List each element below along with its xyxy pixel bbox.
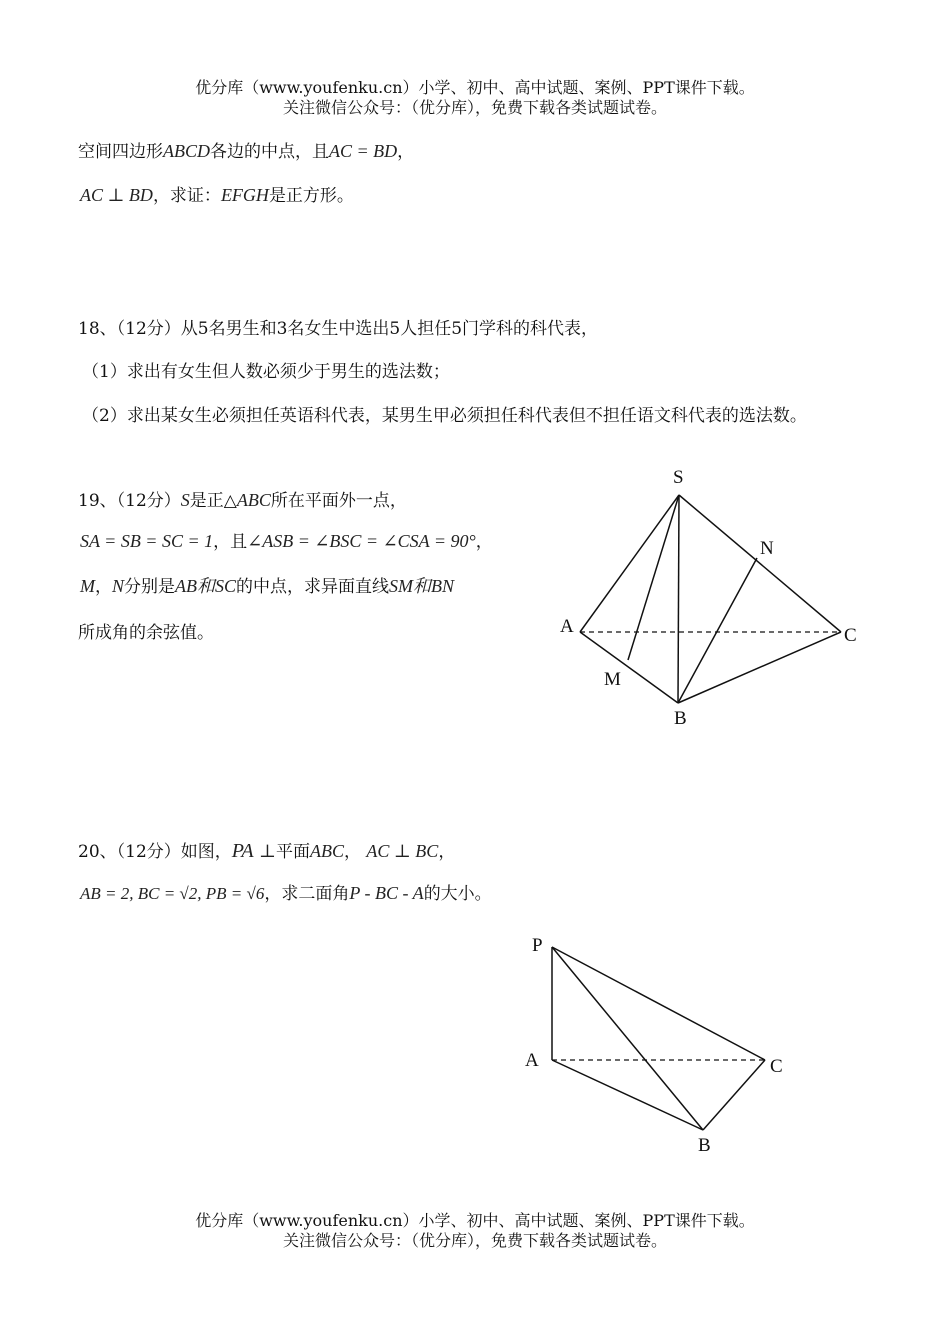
- label-S: S: [673, 467, 684, 488]
- q18-part-1: （1）求出有女生但人数必须少于男生的选法数；: [82, 362, 450, 382]
- edge-PB: [552, 947, 703, 1130]
- q17-line-1: 空间四边形ABCD各边的中点，且AC = BD，: [78, 141, 415, 162]
- q17-line-2: AC ⊥ BD，求证：EFGH是正方形。: [80, 185, 354, 206]
- label-B: B: [674, 708, 687, 729]
- label-C: C: [770, 1056, 783, 1077]
- q19-line-1: 19、（12分）S是正△ABC所在平面外一点，: [78, 490, 407, 511]
- edge-AB: [580, 632, 678, 703]
- edge-BC: [703, 1060, 765, 1130]
- label-B: B: [698, 1135, 711, 1156]
- edge-SC: [679, 495, 841, 632]
- label-C: C: [844, 625, 857, 646]
- edge-BC: [678, 632, 841, 703]
- header-line-1: 优分库（www.youfenku.cn）小学、初中、高中试题、案例、PPT课件下载。: [195, 78, 755, 97]
- edge-PC: [552, 947, 765, 1060]
- label-M: M: [604, 669, 621, 690]
- q19-line-3: M，N分别是AB和SC的中点，求异面直线SM和BN: [80, 576, 455, 597]
- footer-line-2: 关注微信公众号：（优分库），免费下载各类试题试卷。: [282, 1231, 667, 1250]
- segment-SM: [628, 495, 679, 660]
- q19-line-2: SA = SB = SC = 1，且∠ASB = ∠BSC = ∠CSA = 90°，: [80, 531, 493, 552]
- q19-line-4: 所成角的余弦值。: [78, 623, 214, 643]
- q19-tetrahedron-figure: [540, 455, 880, 745]
- edge-SA: [580, 495, 679, 632]
- edge-AB: [552, 1060, 703, 1130]
- label-P: P: [532, 935, 543, 956]
- q20-pyramid-figure: [510, 925, 810, 1165]
- q18-stem: 18、（12分）从5名男生和3名女生中选出5人担任5门学科的科代表，: [78, 319, 599, 339]
- label-A: A: [525, 1050, 539, 1071]
- q20-line-1: 20、（12分）如图，PA ⊥平面ABC， AC ⊥ BC，: [78, 840, 456, 862]
- q20-line-2: AB = 2, BC = √2, PB = √6，求二面角P - BC - A的大小。: [80, 883, 492, 904]
- label-A: A: [560, 616, 574, 637]
- edge-SB: [678, 495, 679, 703]
- label-N: N: [760, 538, 774, 559]
- q18-part-2: （2）求出某女生必须担任英语科代表，某男生甲必须担任科代表但不担任语文科代表的选法数。: [82, 406, 807, 426]
- header-line-2: 关注微信公众号：（优分库），免费下载各类试题试卷。: [282, 98, 667, 117]
- footer-line-1: 优分库（www.youfenku.cn）小学、初中、高中试题、案例、PPT课件下载。: [195, 1211, 755, 1230]
- segment-BN: [678, 558, 757, 703]
